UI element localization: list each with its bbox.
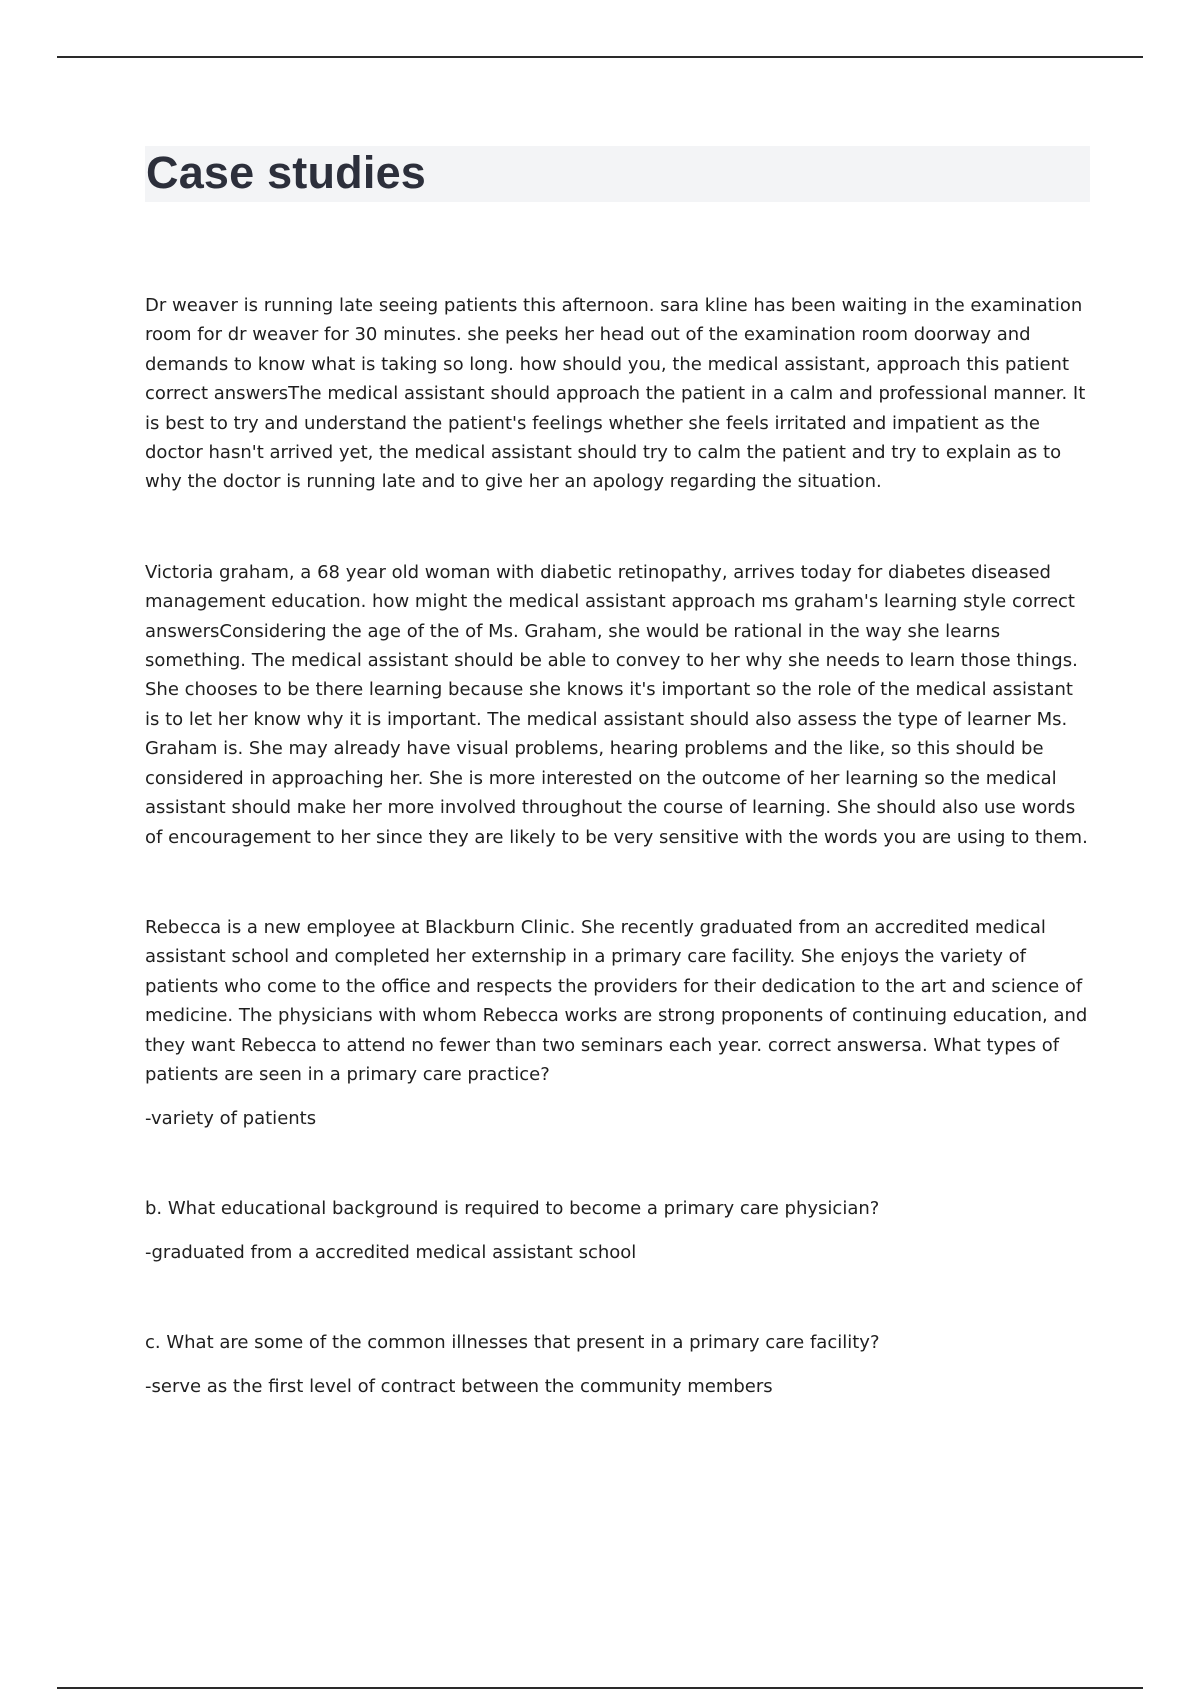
bottom-rule [57,1687,1143,1689]
case-3-answer-b: -graduated from a accredited medical assistant school [145,1242,637,1264]
case-3-answer-c: -serve as the first level of contract between the community members [145,1375,773,1397]
top-rule [57,56,1143,58]
case-1-paragraph: Dr weaver is running late seeing patients this afternoon. sara kline has been waiting in the examination room for dr weaver for 30 minutes. she peeks her head out of the examination room doorway and demands to know what is taking so long. how should you, the medical assistant, approach this patient correct answersThe medical assistant should approach the patient in a calm and professional manner. It is best to try and understand the patient's feelings whether she feels irritated and impatient as the doctor hasn't arrived yet, the medical assistant should try to calm the patient and try to explain as to why the doctor is running late and to give her an apology regarding the situation. [145,295,1086,493]
case-2-paragraph: Victoria graham, a 68 year old woman with diabetic retinopathy, arrives today for diabetes diseased management education. how might the medical assistant approach ms graham's learning style correct answersConsidering the age of the of Ms. Graham, she would be rational in the way she learns something. The medical assistant should be able to convey to her why she needs to learn those things. She chooses to be there learning because she knows it's important so the role of the medical assistant is to let her know why it is important. The medical assistant should also assess the type of learner Ms. Graham is. She may already have visual problems, hearing problems and the like, so this should be considered in approaching her. She is more interested on the outcome of her learning so the medical assistant should make her more involved throughout the course of learning. She should also use words of encouragement to her since they are likely to be very sensitive with the words you are using to them. [145,561,1088,848]
case-3-question-c: c. What are some of the common illnesses that present in a primary care facility? [145,1331,880,1353]
case-3-question-b: b. What educational background is required to become a primary care physician? [145,1197,880,1219]
document-body [145,291,1090,1401]
case-3-intro: Rebecca is a new employee at Blackburn Clinic. She recently graduated from an accredited medical assistant school and completed her externship in a primary care facility. She enjoys the variety of patients who come to the office and respects the providers for their dedication to the art and science of medicine. The physicians with whom Rebecca works are strong proponents of continuing education, and they want Rebecca to attend no fewer than two seminars each year. correct answersa. What types of patients are seen in a primary care practice? [145,916,1088,1085]
case-3-answer-a: -variety of patients [145,1108,317,1130]
page-title: Case studies [146,147,427,198]
